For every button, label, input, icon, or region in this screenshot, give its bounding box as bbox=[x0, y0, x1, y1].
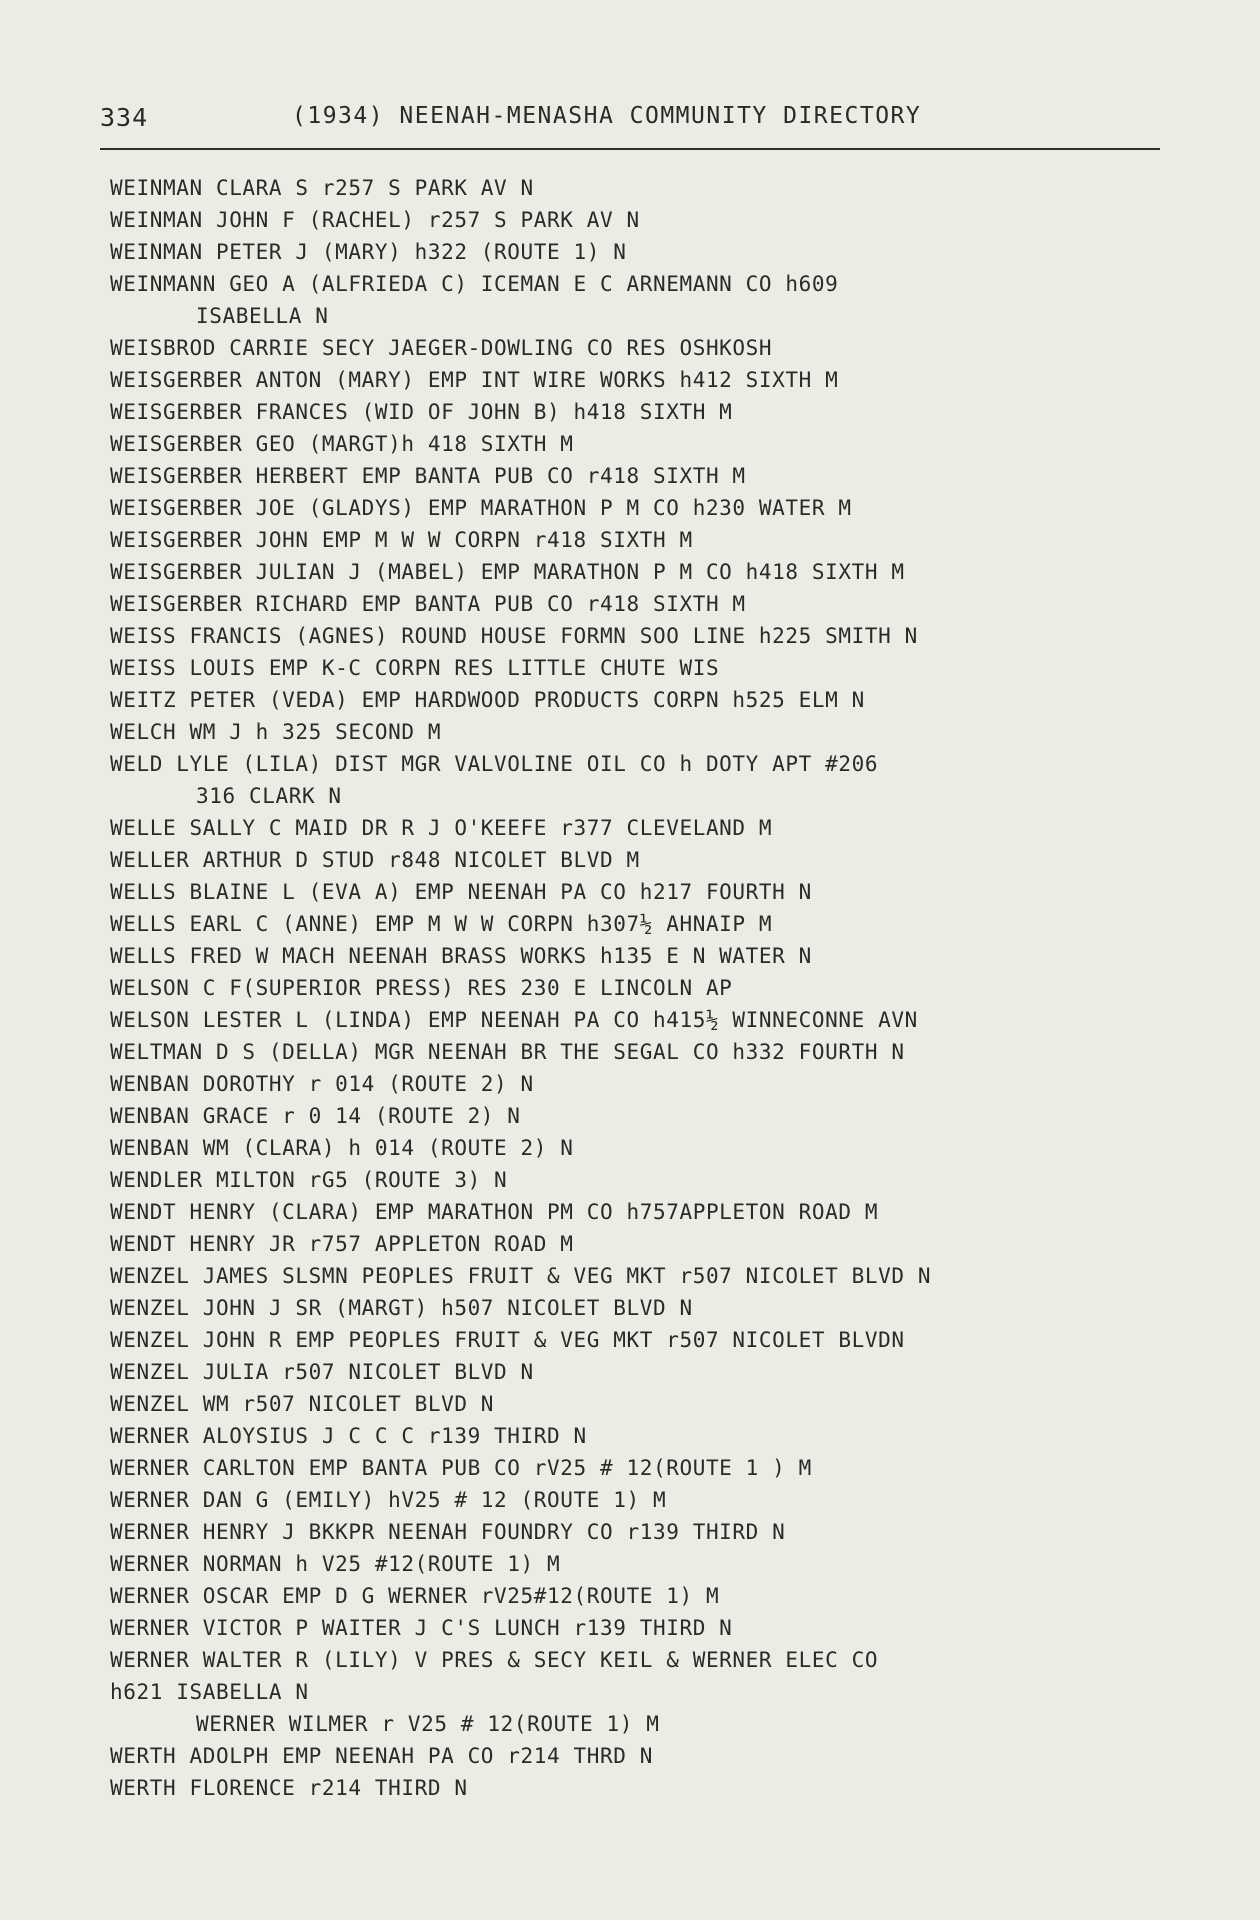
directory-entry: WELD LYLE (LILA) DIST MGR VALVOLINE OIL CO h DOTY APT #206 bbox=[110, 752, 879, 776]
directory-entry: WENDT HENRY JR r757 APPLETON ROAD M bbox=[110, 1232, 574, 1256]
running-title: (1934) NEENAH-MENASHA COMMUNITY DIRECTORY bbox=[292, 103, 922, 129]
directory-entry: WELLE SALLY C MAID DR R J O'KEEFE r377 CLEVELAND M bbox=[110, 816, 773, 840]
directory-entry: WELLS BLAINE L (EVA A) EMP NEENAH PA CO h217 FOURTH N bbox=[110, 880, 812, 904]
directory-entry-continuation: ISABELLA N bbox=[196, 304, 329, 328]
page-number: 334 bbox=[100, 103, 149, 132]
directory-entry: WENZEL JAMES SLSMN PEOPLES FRUIT & VEG MKT r507 NICOLET BLVD N bbox=[110, 1264, 932, 1288]
directory-entry-continuation: WERNER WILMER r V25 # 12(ROUTE 1) M bbox=[196, 1712, 660, 1736]
directory-entry-continuation: 316 CLARK N bbox=[196, 784, 342, 808]
directory-entry: WELLS FRED W MACH NEENAH BRASS WORKS h135 E N WATER N bbox=[110, 944, 812, 968]
directory-entry: WEINMAN JOHN F (RACHEL) r257 S PARK AV N bbox=[110, 208, 640, 232]
directory-entry: WEINMAN PETER J (MARY) h322 (ROUTE 1) N bbox=[110, 240, 627, 264]
directory-entry: WEISGERBER ANTON (MARY) EMP INT WIRE WORKS h412 SIXTH M bbox=[110, 368, 839, 392]
directory-entry: WENBAN WM (CLARA) h 014 (ROUTE 2) N bbox=[110, 1136, 574, 1160]
directory-entry: WERNER HENRY J BKKPR NEENAH FOUNDRY CO r139 THIRD N bbox=[110, 1520, 786, 1544]
header-rule bbox=[100, 148, 1160, 150]
directory-entry: WENZEL WM r507 NICOLET BLVD N bbox=[110, 1392, 495, 1416]
directory-entry: WELLER ARTHUR D STUD r848 NICOLET BLVD M bbox=[110, 848, 640, 872]
directory-entry: WERNER OSCAR EMP D G WERNER rV25#12(ROUTE 1) M bbox=[110, 1584, 720, 1608]
directory-entry: WEINMAN CLARA S r257 S PARK AV N bbox=[110, 176, 534, 200]
directory-entry: WEISGERBER JOHN EMP M W W CORPN r418 SIXTH M bbox=[110, 528, 693, 552]
directory-entry: WENDT HENRY (CLARA) EMP MARATHON PM CO h757APPLETON ROAD M bbox=[110, 1200, 879, 1224]
directory-entry: WENZEL JULIA r507 NICOLET BLVD N bbox=[110, 1360, 534, 1384]
directory-entry: WERTH FLORENCE r214 THIRD N bbox=[110, 1776, 468, 1800]
directory-entry: WEISGERBER FRANCES (WID OF JOHN B) h418 SIXTH M bbox=[110, 400, 733, 424]
directory-entry: WENZEL JOHN R EMP PEOPLES FRUIT & VEG MKT r507 NICOLET BLVDN bbox=[110, 1328, 905, 1352]
directory-entry: WERNER ALOYSIUS J C C C r139 THIRD N bbox=[110, 1424, 587, 1448]
directory-entry: h621 ISABELLA N bbox=[110, 1680, 309, 1704]
directory-entry: WELLS EARL C (ANNE) EMP M W W CORPN h307½ AHNAIP M bbox=[110, 912, 773, 936]
directory-entries bbox=[110, 172, 1240, 1804]
directory-entry: WEITZ PETER (VEDA) EMP HARDWOOD PRODUCTS CORPN h525 ELM N bbox=[110, 688, 865, 712]
directory-entry: WEINMANN GEO A (ALFRIEDA C) ICEMAN E C ARNEMANN CO h609 bbox=[110, 272, 839, 296]
directory-entry: WERNER DAN G (EMILY) hV25 # 12 (ROUTE 1) M bbox=[110, 1488, 667, 1512]
directory-entry: WELTMAN D S (DELLA) MGR NEENAH BR THE SEGAL CO h332 FOURTH N bbox=[110, 1040, 905, 1064]
directory-entry: WEISGERBER RICHARD EMP BANTA PUB CO r418 SIXTH M bbox=[110, 592, 746, 616]
directory-entry: WELSON LESTER L (LINDA) EMP NEENAH PA CO h415½ WINNECONNE AVN bbox=[110, 1008, 918, 1032]
directory-entry: WERNER WALTER R (LILY) V PRES & SECY KEIL & WERNER ELEC CO bbox=[110, 1648, 879, 1672]
directory-entry: WENBAN GRACE r 0 14 (ROUTE 2) N bbox=[110, 1104, 521, 1128]
directory-entry: WEISGERBER HERBERT EMP BANTA PUB CO r418 SIXTH M bbox=[110, 464, 746, 488]
page-header bbox=[100, 103, 1160, 143]
directory-entry: WERNER CARLTON EMP BANTA PUB CO rV25 # 12(ROUTE 1 ) M bbox=[110, 1456, 812, 1480]
directory-entry: WEISBROD CARRIE SECY JAEGER-DOWLING CO RES OSHKOSH bbox=[110, 336, 773, 360]
directory-entry: WERTH ADOLPH EMP NEENAH PA CO r214 THRD N bbox=[110, 1744, 653, 1768]
directory-entry: WEISS FRANCIS (AGNES) ROUND HOUSE FORMN SOO LINE h225 SMITH N bbox=[110, 624, 918, 648]
directory-entry: WELCH WM J h 325 SECOND M bbox=[110, 720, 442, 744]
directory-entry: WEISGERBER JOE (GLADYS) EMP MARATHON P M CO h230 WATER M bbox=[110, 496, 852, 520]
directory-entry: WENBAN DOROTHY r 014 (ROUTE 2) N bbox=[110, 1072, 534, 1096]
directory-entry: WERNER NORMAN h V25 #12(ROUTE 1) M bbox=[110, 1552, 561, 1576]
directory-entry: WEISGERBER GEO (MARGT)h 418 SIXTH M bbox=[110, 432, 574, 456]
directory-entry: WENDLER MILTON rG5 (ROUTE 3) N bbox=[110, 1168, 508, 1192]
directory-entry: WELSON C F(SUPERIOR PRESS) RES 230 E LINCOLN AP bbox=[110, 976, 733, 1000]
directory-entry: WEISS LOUIS EMP K-C CORPN RES LITTLE CHUTE WIS bbox=[110, 656, 720, 680]
directory-entry: WERNER VICTOR P WAITER J C'S LUNCH r139 THIRD N bbox=[110, 1616, 733, 1640]
directory-entry: WEISGERBER JULIAN J (MABEL) EMP MARATHON P M CO h418 SIXTH M bbox=[110, 560, 905, 584]
directory-entry: WENZEL JOHN J SR (MARGT) h507 NICOLET BLVD N bbox=[110, 1296, 693, 1320]
